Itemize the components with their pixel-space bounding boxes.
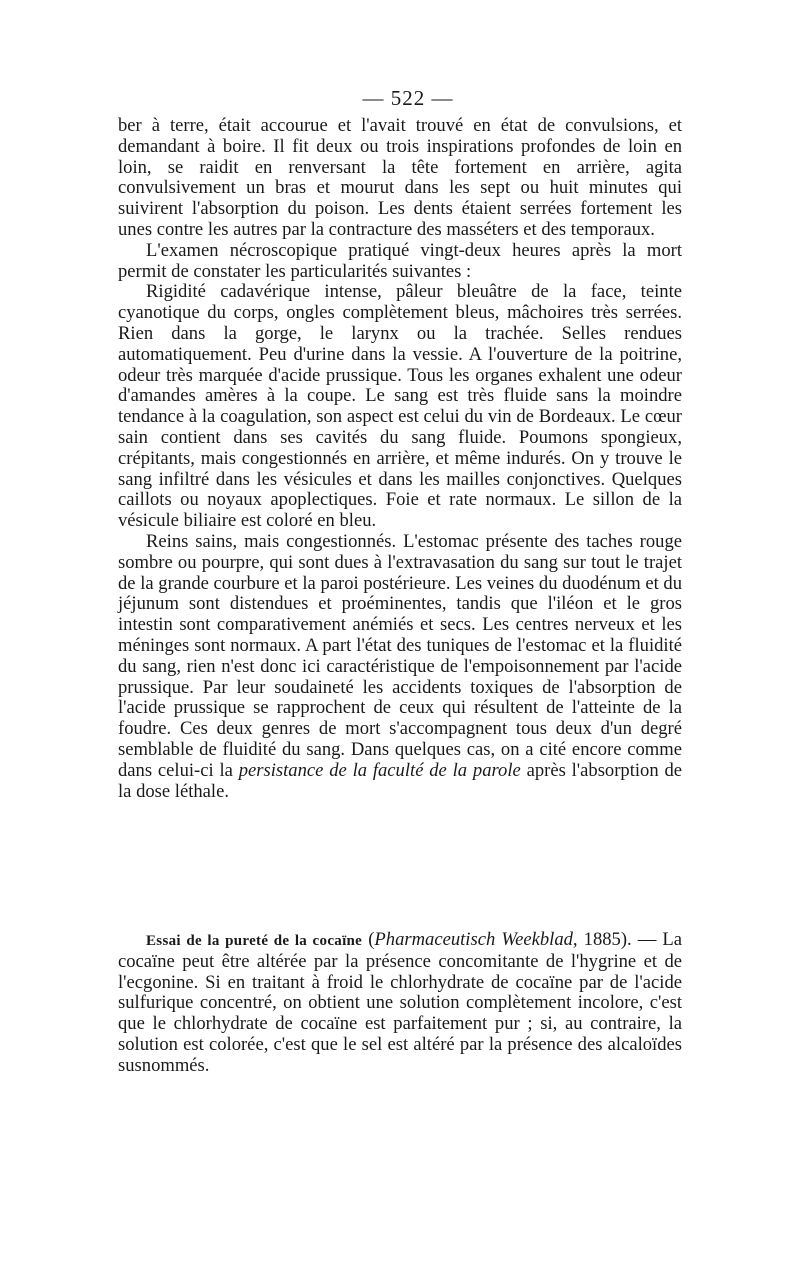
- paragraph-necropsy-intro: L'examen nécroscopique pratiqué vingt-deux heures après la mort permit de constater les particularités suivantes :: [118, 239, 682, 282]
- paragraph-continuation: ber à terre, était accourue et l'avait trouvé en état de convulsions, et demandant à boire. Il fit deux ou trois inspirations profondes de loin en loin, se raidit en renversant la tête fortement en arrière, agita convulsivement un bras et mourut dans les sept ou huit minutes qui suivirent l'absorption du poison. Les dents étaient serrées fortement les unes contre les autres par la contracture des masséters et des temporaux.: [118, 115, 682, 240]
- page-number: — 522 —: [362, 86, 454, 110]
- essai-title: Essai de la pureté de la cocaïne: [146, 933, 363, 949]
- essai-source-open: (: [362, 929, 375, 950]
- paragraph-kidneys-end: après l'absorption de la dose léthale.: [118, 759, 682, 802]
- essai-paragraph: [118, 930, 682, 1077]
- paragraph-kidneys-text: Reins sains, mais congestionnés. L'estomac présente des taches rouge sombre ou pourpre, qui sont dues à l'extravasation du sang sur tout le trajet de la grande courbure et la paroi postérieure. Les veines du duodénum et du jéjunum sont distendues et proéminentes, tandis que l'iléon et le gros intestin sont comparativement anémiés et secs. Les centres nerveux et les méninges sont normaux. A part l'état des tuniques de l'estomac et la fluidité du sang, rien n'est donc ici caractéristique de l'empoisonnement par l'acide prussique. Par leur soudaineté les accidents toxiques de l'absorption de l'acide prussique se rapprochent de ceux qui résultent de l'atteinte de la foudre. Ces deux genres de mort s'accompagnent tous deux d'un degré semblable de fluidité du sang. Dans quelques cas, on a cité encore comme dans celui-ci la: [118, 530, 682, 781]
- paragraph-findings: Rigidité cadavérique intense, pâleur bleuâtre de la face, teinte cyanotique du corps, ongles complètement bleus, mâchoires très serrées. Rien dans la gorge, le larynx ou la trachée. Selles rendues automatiquement. Peu d'urine dans la vessie. A l'ouverture de la poitrine, odeur très marquée d'acide prussique. Tous les organes exhalent une odeur d'amandes amères à la coupe. Le sang est très fluide sans la moindre tendance à la coagulation, son aspect est celui du vin de Bordeaux. Le cœur sain contient dans ses cavités du sang fluide. Poumons spongieux, crépitants, mais congestionnés en arrière, et même indurés. On y trouve le sang infiltré dans les vésicules et dans les mailles conjonctives. Quelques caillots ou noyaux apoplectiques. Foie et rate normaux. Le sillon de la vésicule biliaire est coloré en bleu.: [118, 281, 682, 532]
- essai-section: [118, 930, 682, 1077]
- paragraph-kidneys-emphasis: persistance de la faculté de la parole: [238, 759, 521, 781]
- paragraph-kidneys: [118, 532, 682, 802]
- essai-source: Pharmaceutisch Weekblad,: [374, 929, 578, 950]
- main-text: [118, 116, 682, 802]
- essai-body: 1885). — La cocaïne peut être altérée par la présence concomitante de l'hygrine et de l'ecgonine. Si en traitant à froid le chlorhydrate de cocaïne par de l'acide sulfurique concentré, on obtient une solution complètement incolore, c'est que le chlorhydrate de cocaïne est parfaitement pur ; si, au contraire, la solution est colorée, c'est que le sel est altéré par la présence des alcaloïdes susnommés.: [118, 929, 683, 1076]
